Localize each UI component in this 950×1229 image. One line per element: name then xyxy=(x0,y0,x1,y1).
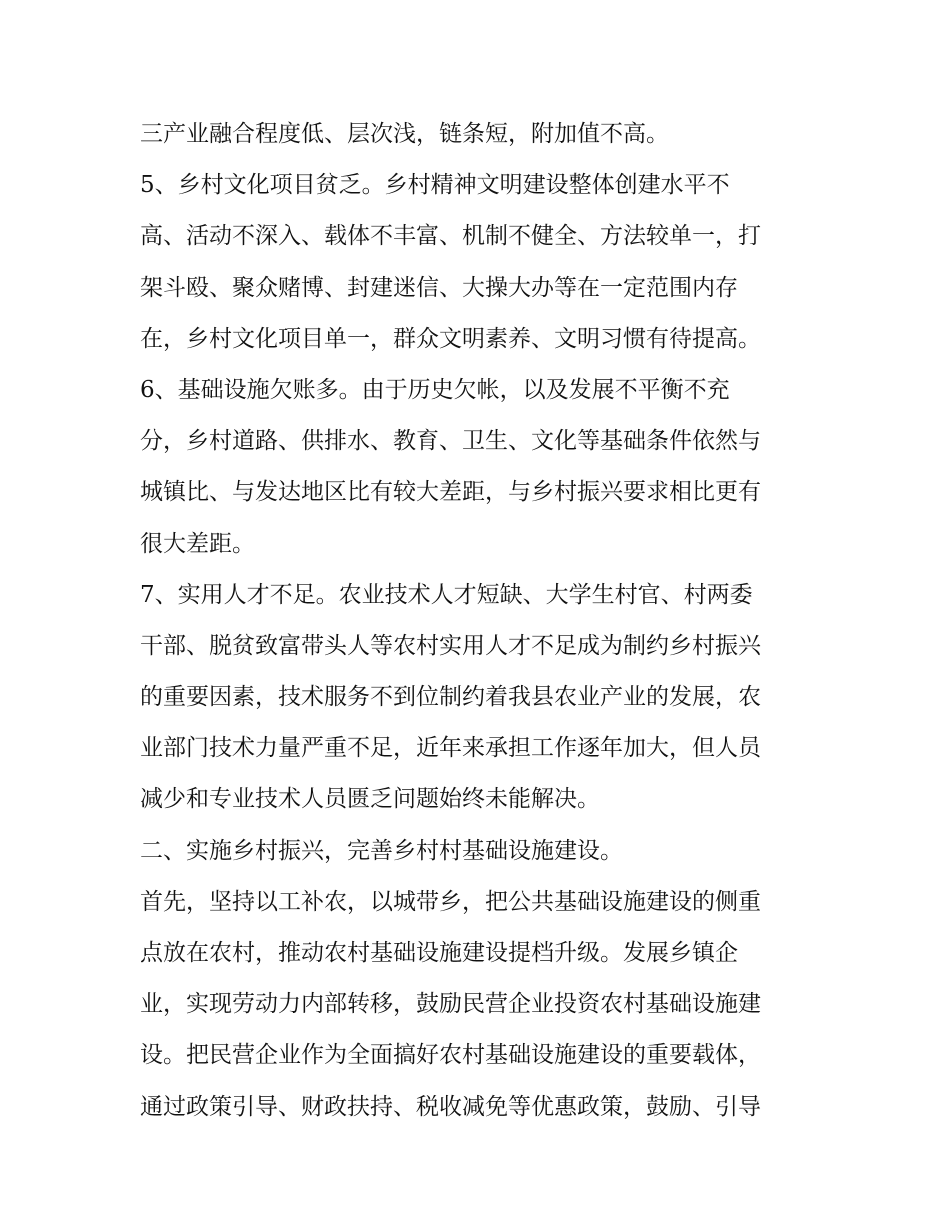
text-line: 分，乡村道路、供排水、教育、卫生、文化等基础条件依然与 xyxy=(140,428,761,455)
text-line: 架斗殴、聚众赌博、封建迷信、大操大办等在一定范围内存 xyxy=(140,274,738,301)
text-line: 业部门技术力量严重不足，近年来承担工作逐年加大，但人员 xyxy=(140,735,761,762)
text-line: 很大差距。 xyxy=(140,530,255,557)
section-heading: 二、实施乡村振兴，完善乡村村基础设施建设。 xyxy=(140,837,623,864)
text-line: 点放在农村，推动农村基础设施建设提档升级。发展乡镇企 xyxy=(140,940,738,966)
text-line: 的重要因素，技术服务不到位制约着我县农业产业的发展，农 xyxy=(140,684,761,711)
document-body xyxy=(140,109,820,1133)
text-line: 在，乡村文化项目单一，群众文明素养、文明习惯有待提高。 xyxy=(140,325,761,352)
text-line: 6、基础设施欠账多。由于历史欠帐，以及发展不平衡不充 xyxy=(140,376,730,403)
text-line: 设。把民营企业作为全面搞好农村基础设施建设的重要载体， xyxy=(140,1042,761,1069)
text-line: 三产业融合程度低、层次浅，链条短，附加值不高。 xyxy=(140,121,669,147)
text-line: 高、活动不深入、载体不丰富、机制不健全、方法较单一，打 xyxy=(140,223,761,250)
text-line: 业，实现劳动力内部转移，鼓励民营企业投资农村基础设施建 xyxy=(140,991,761,1018)
text-line: 通过政策引导、财政扶持、税收减免等优惠政策，鼓励、引导 xyxy=(140,1093,761,1120)
text-line: 首先，坚持以工补农，以城带乡，把公共基础设施建设的侧重 xyxy=(140,888,761,915)
text-line: 7、实用人才不足。农业技术人才短缺、大学生村官、村两委 xyxy=(140,581,753,608)
text-line: 干部、脱贫致富带头人等农村实用人才不足成为制约乡村振兴 xyxy=(140,632,761,659)
text-line: 5、乡村文化项目贫乏。乡村精神文明建设整体创建水平不 xyxy=(140,172,730,199)
text-line: 城镇比、与发达地区比有较大差距，与乡村振兴要求相比更有 xyxy=(140,479,761,506)
text-line: 减少和专业技术人员匮乏问题始终未能解决。 xyxy=(140,786,600,813)
